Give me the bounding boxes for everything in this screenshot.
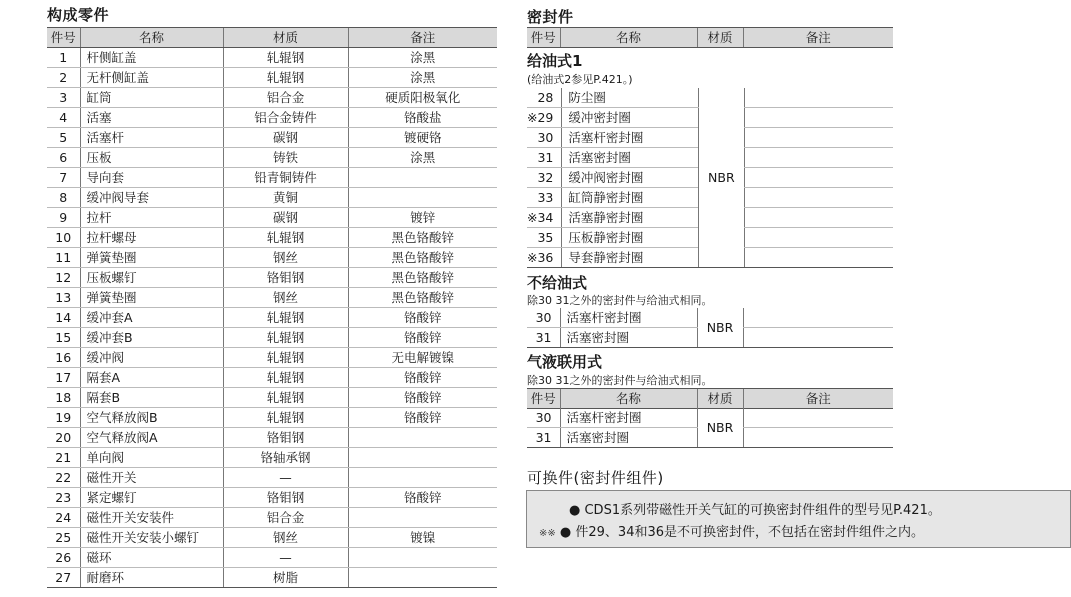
table-row: [47, 468, 497, 488]
seal-note: [744, 88, 893, 108]
part-note: 黑色铬酸锌: [348, 248, 497, 268]
seal-material: NBR: [698, 88, 744, 268]
seal-name: 活塞杆密封圈: [560, 308, 697, 328]
seal-name: 压板静密封圈: [562, 228, 699, 248]
parts-table-header: [47, 28, 497, 48]
part-note: 铬酸锌: [348, 488, 497, 508]
nooil-subnote: 除30 31之外的密封件与给油式相同。: [527, 294, 713, 307]
seal-name: 活塞密封圈: [560, 428, 697, 448]
part-material: 铬钼钢: [223, 428, 348, 448]
seal-note: [744, 128, 893, 148]
hydro-subnote: 除30 31之外的密封件与给油式相同。: [527, 374, 713, 387]
part-material: 铸铁: [223, 148, 348, 168]
part-note: 镀锌: [348, 208, 497, 228]
part-no: 7: [47, 168, 80, 188]
part-name: 缓冲阀: [80, 348, 223, 368]
part-material: 轧辊钢: [223, 368, 348, 388]
seal-note: [743, 428, 893, 448]
table-row: [47, 188, 497, 208]
part-name: 空气释放阀B: [80, 408, 223, 428]
oil-table: [527, 88, 893, 268]
seal-name: 缓冲阀密封圈: [562, 168, 699, 188]
part-note: 硬质阳极氧化: [348, 88, 497, 108]
part-no: 21: [47, 448, 80, 468]
col-header: 名称: [560, 28, 697, 48]
part-name: 活塞: [80, 108, 223, 128]
part-material: 铬钼钢: [223, 488, 348, 508]
hydro-header-table: [527, 388, 893, 409]
part-no: 8: [47, 188, 80, 208]
seal-name: 缸筒静密封圈: [562, 188, 699, 208]
part-no: 26: [47, 548, 80, 568]
part-name: 隔套A: [80, 368, 223, 388]
part-note: 黑色铬酸锌: [348, 288, 497, 308]
part-note: [348, 448, 497, 468]
table-row: [47, 488, 497, 508]
part-name: 压板: [80, 148, 223, 168]
part-name: 弹簧垫圈: [80, 248, 223, 268]
part-note: 黑色铬酸锌: [348, 268, 497, 288]
part-name: 磁性开关: [80, 468, 223, 488]
part-note: 铬酸锌: [348, 308, 497, 328]
seal-note: [743, 308, 893, 328]
part-material: 轧辊钢: [223, 348, 348, 368]
part-no: 1: [47, 48, 80, 68]
part-name: 磁性开关安装小螺钉: [80, 528, 223, 548]
part-material: 钢丝: [223, 248, 348, 268]
part-material: 铬钼钢: [223, 268, 348, 288]
parts-table-body: [47, 48, 497, 588]
part-name: 活塞杆: [80, 128, 223, 148]
part-no: 11: [47, 248, 80, 268]
part-material: 轧辊钢: [223, 68, 348, 88]
part-material: 轧辊钢: [223, 408, 348, 428]
double-note-mark: ※※: [539, 528, 556, 539]
table-row: [47, 568, 497, 588]
part-material: 钢丝: [223, 528, 348, 548]
hydro-heading: 气液联用式: [527, 353, 603, 371]
part-name: 磁性开关安装件: [80, 508, 223, 528]
part-name: 缓冲套B: [80, 328, 223, 348]
part-material: 碳钢: [223, 128, 348, 148]
part-note: 涂黑: [348, 48, 497, 68]
col-header: 名称: [560, 389, 697, 409]
part-no: 13: [47, 288, 80, 308]
part-note: [348, 508, 497, 528]
seal-no: ※34: [527, 208, 562, 228]
table-row: [47, 248, 497, 268]
part-material: 碳钢: [223, 208, 348, 228]
col-header: 名称: [80, 28, 223, 48]
seal-no: 31: [527, 148, 562, 168]
nooil-table: [527, 308, 893, 348]
seal-no: 30: [527, 408, 560, 428]
part-no: 4: [47, 108, 80, 128]
seal-no: ※36: [527, 248, 562, 268]
seal-no: 35: [527, 228, 562, 248]
seal-no: 30: [527, 308, 560, 328]
part-no: 20: [47, 428, 80, 448]
replace-note-box: [526, 490, 1071, 548]
part-name: 耐磨环: [80, 568, 223, 588]
part-no: 24: [47, 508, 80, 528]
seals-table-header: [527, 28, 893, 48]
hydro-table-header: [527, 389, 893, 409]
col-header: 材质: [697, 28, 743, 48]
table-row: [47, 408, 497, 428]
seal-name: 防尘圈: [562, 88, 699, 108]
table-row: [47, 128, 497, 148]
seal-no: 28: [527, 88, 562, 108]
part-note: [348, 548, 497, 568]
table-row: [47, 148, 497, 168]
oil-subnote: (给油式2参见P.421。): [527, 73, 633, 86]
part-note: [348, 188, 497, 208]
hydro-table-body: [527, 408, 893, 448]
part-no: 10: [47, 228, 80, 248]
part-note: [348, 568, 497, 588]
part-material: 树脂: [223, 568, 348, 588]
seal-name: 活塞密封圈: [560, 328, 697, 348]
part-name: 缸筒: [80, 88, 223, 108]
seal-note: [744, 168, 893, 188]
table-row: [47, 508, 497, 528]
part-name: 缓冲套A: [80, 308, 223, 328]
table-row: [47, 308, 497, 328]
seal-note: [744, 108, 893, 128]
table-row: [47, 428, 497, 448]
part-no: 15: [47, 328, 80, 348]
table-row: [527, 88, 893, 108]
table-row: [47, 388, 497, 408]
part-no: 14: [47, 308, 80, 328]
part-no: 25: [47, 528, 80, 548]
part-material: 钢丝: [223, 288, 348, 308]
part-name: 隔套B: [80, 388, 223, 408]
part-no: 19: [47, 408, 80, 428]
seal-no: 33: [527, 188, 562, 208]
table-row: [47, 328, 497, 348]
col-header: 材质: [223, 28, 348, 48]
col-header: 材质: [697, 389, 743, 409]
seal-no: ※29: [527, 108, 562, 128]
part-name: 单向阀: [80, 448, 223, 468]
part-note: 涂黑: [348, 68, 497, 88]
seal-no: 32: [527, 168, 562, 188]
oil-heading: 给油式1: [527, 52, 583, 70]
part-no: 6: [47, 148, 80, 168]
col-header: 件号: [527, 28, 560, 48]
part-material: 轧辊钢: [223, 48, 348, 68]
table-row: [47, 368, 497, 388]
part-no: 27: [47, 568, 80, 588]
table-row: [527, 308, 893, 328]
seal-no: 31: [527, 428, 560, 448]
part-material: 铝合金: [223, 88, 348, 108]
part-note: [348, 428, 497, 448]
part-material: 铝合金铸件: [223, 108, 348, 128]
part-note: 铬酸锌: [348, 328, 497, 348]
nooil-table-body: [527, 308, 893, 348]
table-row: [47, 48, 497, 68]
part-material: —: [223, 468, 348, 488]
seal-note: [744, 208, 893, 228]
part-note: 黑色铬酸锌: [348, 228, 497, 248]
part-note: [348, 468, 497, 488]
table-row: [47, 68, 497, 88]
part-name: 缓冲阀导套: [80, 188, 223, 208]
part-no: 9: [47, 208, 80, 228]
part-name: 空气释放阀A: [80, 428, 223, 448]
part-note: 铬酸锌: [348, 388, 497, 408]
part-name: 无杆侧缸盖: [80, 68, 223, 88]
part-material: —: [223, 548, 348, 568]
table-row: [527, 408, 893, 428]
part-note: 无电解镀镍: [348, 348, 497, 368]
part-no: 2: [47, 68, 80, 88]
part-material: 铝合金: [223, 508, 348, 528]
seal-no: 30: [527, 128, 562, 148]
part-note: 镀镍: [348, 528, 497, 548]
seal-material: NBR: [697, 308, 743, 348]
oil-table-body: [527, 88, 893, 268]
replace-note-1: ● CDS1系列带磁性开关气缸的可换密封件组件的型号见P.421。: [569, 503, 941, 518]
part-material: 轧辊钢: [223, 308, 348, 328]
part-material: 轧辊钢: [223, 388, 348, 408]
part-note: 镀硬铬: [348, 128, 497, 148]
seal-note: [743, 408, 893, 428]
part-note: 铬酸锌: [348, 408, 497, 428]
seal-note: [744, 248, 893, 268]
col-header: 备注: [743, 28, 893, 48]
table-row: [47, 348, 497, 368]
part-name: 紧定螺钉: [80, 488, 223, 508]
table-row: [47, 228, 497, 248]
part-no: 22: [47, 468, 80, 488]
table-row: [47, 448, 497, 468]
part-no: 3: [47, 88, 80, 108]
part-note: [348, 168, 497, 188]
replace-title: 可换件(密封件组件): [527, 469, 664, 487]
part-name: 杆侧缸盖: [80, 48, 223, 68]
part-name: 弹簧垫圈: [80, 288, 223, 308]
replace-note-2: ● 件29、34和36是不可换密封件，不包括在密封件组件之内。: [559, 525, 925, 540]
part-note: 铬酸锌: [348, 368, 497, 388]
seals-title: 密封件: [527, 8, 574, 26]
part-no: 17: [47, 368, 80, 388]
seal-note: [744, 188, 893, 208]
replace-note-2-row: [539, 521, 924, 540]
col-header: 件号: [47, 28, 80, 48]
table-row: [47, 108, 497, 128]
part-note: 铬酸盐: [348, 108, 497, 128]
part-material: 黄铜: [223, 188, 348, 208]
part-no: 12: [47, 268, 80, 288]
seal-name: 导套静密封圈: [562, 248, 699, 268]
table-row: [47, 168, 497, 188]
seal-name: 缓冲密封圈: [562, 108, 699, 128]
seal-material: NBR: [697, 408, 743, 448]
part-name: 导向套: [80, 168, 223, 188]
part-no: 23: [47, 488, 80, 508]
seal-name: 活塞杆密封圈: [562, 128, 699, 148]
parts-table: [47, 27, 497, 588]
seals-header-table: [527, 27, 893, 48]
seal-no: 31: [527, 328, 560, 348]
hydro-table: [527, 408, 893, 448]
part-material: 铬轴承钢: [223, 448, 348, 468]
part-no: 16: [47, 348, 80, 368]
seal-note: [744, 228, 893, 248]
seal-note: [743, 328, 893, 348]
part-material: 轧辊钢: [223, 328, 348, 348]
part-name: 拉杆: [80, 208, 223, 228]
part-name: 磁环: [80, 548, 223, 568]
table-row: [47, 528, 497, 548]
col-header: 备注: [348, 28, 497, 48]
parts-title: 构成零件: [47, 6, 110, 24]
part-material: 铅青铜铸件: [223, 168, 348, 188]
col-header: 件号: [527, 389, 560, 409]
col-header: 备注: [743, 389, 893, 409]
nooil-heading: 不给油式: [527, 274, 588, 292]
part-no: 18: [47, 388, 80, 408]
part-note: 涂黑: [348, 148, 497, 168]
table-row: [47, 548, 497, 568]
seal-name: 活塞静密封圈: [562, 208, 699, 228]
table-row: [47, 268, 497, 288]
seal-name: 活塞密封圈: [562, 148, 699, 168]
part-no: 5: [47, 128, 80, 148]
seal-note: [744, 148, 893, 168]
part-material: 轧辊钢: [223, 228, 348, 248]
seal-name: 活塞杆密封圈: [560, 408, 697, 428]
part-name: 拉杆螺母: [80, 228, 223, 248]
table-row: [47, 208, 497, 228]
table-row: [47, 88, 497, 108]
part-name: 压板螺钉: [80, 268, 223, 288]
table-row: [47, 288, 497, 308]
